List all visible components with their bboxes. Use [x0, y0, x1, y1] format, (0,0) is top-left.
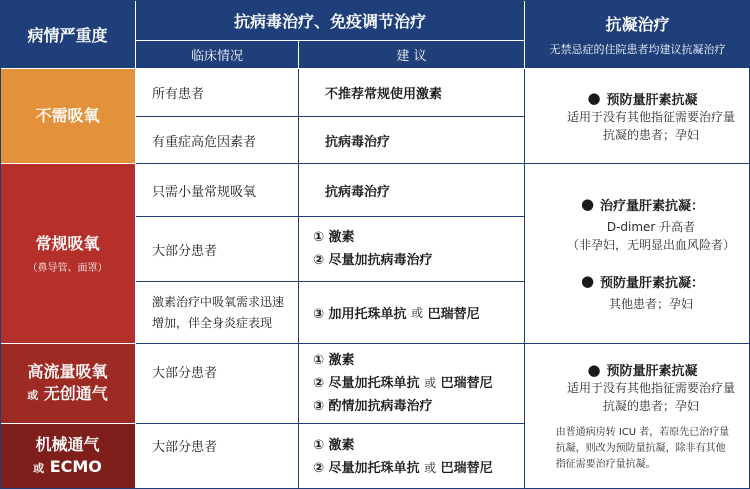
- high-flow-clinical: 大部分患者: [136, 344, 298, 423]
- header-anticoag: [525, 0, 750, 68]
- header-severity: 病情严重度: [0, 0, 135, 68]
- severity-high-flow-label-a: 高流量吸氧: [27, 361, 108, 381]
- header-antiviral: 抗病毒治疗、免疫调节治疗: [136, 0, 524, 40]
- anticoag-note-2: 抗凝，则改为预防量抗凝，除非有其他: [555, 443, 726, 454]
- conventional-clinical-3b: 增加，伴全身炎症表现: [152, 315, 273, 330]
- bullet-icon: ●: [580, 195, 595, 213]
- conventional-rec-3-pre: ③ 加用托珠单抗: [313, 307, 407, 322]
- severity-conventional-label: 常规吸氧: [35, 234, 100, 253]
- severity-mechanical-or: 或: [33, 461, 45, 475]
- anticoag-block-2-body-1a: D-dimer 升高者: [606, 219, 696, 234]
- mechanical-clinical: 大部分患者: [136, 424, 298, 489]
- severity-no-oxygen: [0, 69, 135, 163]
- severity-high-flow: [0, 344, 135, 423]
- severity-mechanical-label-b: ECMO: [49, 456, 102, 476]
- high-flow-rec: [299, 344, 524, 423]
- severity-high-flow-or: 或: [27, 388, 39, 402]
- anticoag-block-3-title: 预防量肝素抗凝: [606, 364, 698, 379]
- anticoag-block-3-body-2: 抗凝的患者；孕妇: [602, 399, 699, 413]
- conventional-clinical-3a: 激素治疗中吸氧需求迅速: [152, 294, 285, 309]
- header-anticoag-title: 抗凝治疗: [605, 14, 670, 34]
- anticoag-block-2-body-2: 其他患者；孕妇: [608, 296, 693, 311]
- severity-no-oxygen-label: 不需吸氧: [35, 106, 100, 125]
- anticoag-block-2: [525, 164, 750, 343]
- no-oxygen-rec-1: 不推荐常规使用激素: [299, 69, 524, 116]
- anticoag-block-1-body-1: 适用于没有其他指征需要治疗量: [566, 109, 735, 124]
- high-flow-rec-a: ① 激素: [313, 353, 355, 368]
- bullet-icon: ●: [587, 360, 601, 379]
- conventional-clinical-3: [136, 282, 298, 343]
- conventional-rec-3: [299, 282, 524, 343]
- conventional-clinical-2: 大部分患者: [136, 217, 298, 281]
- conventional-rec-2b: ② 尽量加抗病毒治疗: [313, 253, 433, 268]
- header-clinical: 临床情况: [136, 41, 298, 68]
- no-oxygen-clinical-2: 有重症高危因素者: [136, 117, 298, 163]
- anticoag-note-1: 由普通病房转 ICU 者，若原先已治疗量: [555, 427, 730, 438]
- anticoag-note-3: 指征需要治疗量抗凝。: [555, 459, 656, 470]
- conventional-rec-3-post: 巴瑞替尼: [427, 307, 480, 322]
- bullet-icon: ●: [587, 89, 601, 107]
- conventional-rec-1: 抗病毒治疗: [299, 164, 524, 216]
- header-recommend: 建 议: [299, 41, 524, 68]
- mechanical-rec-a: ① 激素: [313, 437, 355, 453]
- anticoag-block-2-body-1b: （非孕妇，无明显出血风险者）: [566, 237, 735, 252]
- severity-high-flow-label-b: 无创通气: [43, 383, 108, 403]
- anticoag-block-1-body-2: 抗凝的患者；孕妇: [602, 127, 699, 142]
- bullet-icon: ●: [580, 272, 595, 290]
- conventional-rec-2: [299, 217, 524, 281]
- high-flow-rec-c: ③ 酌情加抗病毒治疗: [313, 399, 433, 414]
- anticoag-note: [556, 425, 730, 473]
- severity-conventional-sub: （鼻导管、面罩）: [27, 263, 108, 274]
- anticoag-block-1: [525, 69, 750, 163]
- anticoag-block-3: [525, 344, 750, 489]
- mechanical-rec-b: ② 尽量加托珠单抗 或 巴瑞替尼: [313, 460, 493, 476]
- conventional-rec-2a: ① 激素: [313, 230, 355, 245]
- conventional-clinical-1: 只需小量常规吸氧: [136, 164, 298, 216]
- anticoag-block-1-title: 预防量肝素抗凝: [606, 92, 698, 108]
- severity-conventional: [0, 164, 135, 343]
- anticoag-block-3-body-1: 适用于没有其他指征需要治疗量: [566, 381, 735, 395]
- mechanical-rec: [299, 424, 524, 489]
- no-oxygen-clinical-1: 所有患者: [136, 69, 298, 116]
- anticoag-block-2-title-2: 预防量肝素抗凝：: [600, 275, 705, 291]
- severity-mechanical: [0, 424, 135, 489]
- anticoag-block-2-title-1: 治疗量肝素抗凝：: [600, 198, 705, 214]
- severity-mechanical-label-a: 机械通气: [35, 434, 100, 454]
- no-oxygen-rec-2: 抗病毒治疗: [299, 117, 524, 163]
- header-anticoag-subtitle: 无禁忌症的住院患者均建议抗凝治疗: [549, 42, 726, 56]
- conventional-rec-3-or: 或: [411, 306, 424, 320]
- high-flow-rec-b: ② 尽量加托珠单抗 或 巴瑞替尼: [313, 376, 493, 391]
